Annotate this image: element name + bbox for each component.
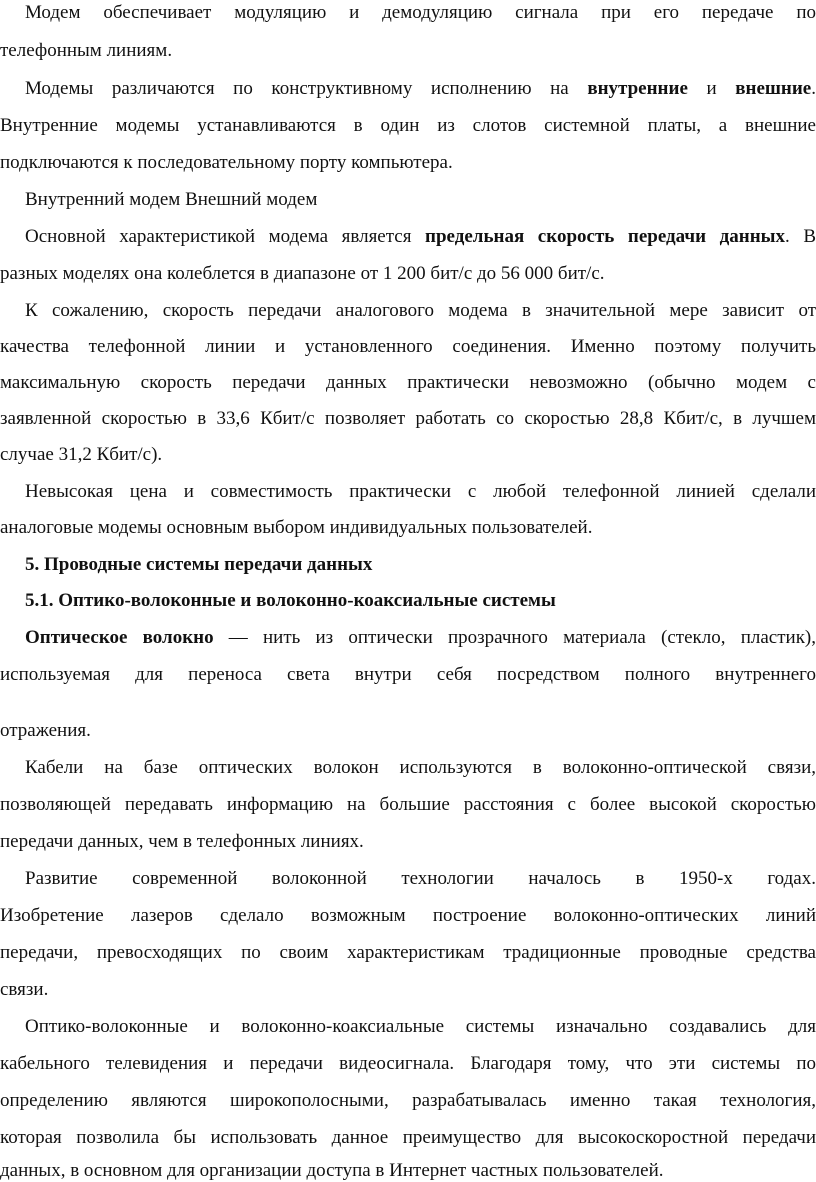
paragraph-line: К сожалению, скорость передачи аналогового модема в значительной мере зависит от xyxy=(25,300,816,321)
subsection-heading: 5.1. Оптико-волоконные и волоконно-коаксиальные системы xyxy=(25,590,556,611)
paragraph-line: данных, в основном для организации доступа в Интернет частных пользователей. xyxy=(0,1160,664,1181)
paragraph-line: Модем обеспечивает модуляцию и демодуляцию сигнала при его передаче по xyxy=(25,2,816,23)
paragraph-line: подключаются к последовательному порту компьютера. xyxy=(0,152,453,173)
paragraph-line: определению являются широкополосными, разрабатывалась именно такая технология, xyxy=(0,1090,816,1111)
paragraph-line: передачи данных, чем в телефонных линиях. xyxy=(0,831,364,852)
paragraph-line: Модемы различаются по конструктивному исполнению на внутренние и внешние. xyxy=(25,78,816,99)
paragraph-line: случае 31,2 Кбит/с). xyxy=(0,444,163,465)
paragraph-line: Кабели на базе оптических волокон используются в волоконно-оптической связи, xyxy=(25,757,816,778)
paragraph-line: разных моделях она колеблется в диапазоне от 1 200 бит/с до 56 000 бит/с. xyxy=(0,263,605,284)
paragraph-line: Основной характеристикой модема является предельная скорость передачи данных. В xyxy=(25,226,816,247)
bold-term: предельная скорость передачи данных xyxy=(425,226,785,247)
paragraph-line: телефонным линиям. xyxy=(0,40,173,61)
paragraph-line: Внутренний модем Внешний модем xyxy=(25,189,318,210)
paragraph-line: позволяющей передавать информацию на большие расстояния с более высокой скоростью xyxy=(0,794,816,815)
bold-term: внешние xyxy=(735,78,812,99)
section-heading: 5. Проводные системы передачи данных xyxy=(25,554,373,575)
paragraph-line: Изобретение лазеров сделало возможным построение волоконно-оптических линий xyxy=(0,905,816,926)
paragraph-line: связи. xyxy=(0,979,49,1000)
paragraph-line: Внутренние модемы устанавливаются в один из слотов системной платы, а внешние xyxy=(0,115,816,136)
paragraph-line: кабельного телевидения и передачи видеосигнала. Благодаря тому, что эти системы по xyxy=(0,1053,816,1074)
paragraph-line: аналоговые модемы основным выбором индивидуальных пользователей. xyxy=(0,517,593,538)
paragraph-line: качества телефонной линии и установленного соединения. Именно поэтому получить xyxy=(0,336,816,357)
paragraph-line: Невысокая цена и совместимость практически с любой телефонной линией сделали xyxy=(25,481,816,502)
paragraph-line: передачи, превосходящих по своим характеристикам традиционные проводные средства xyxy=(0,942,816,963)
bold-term: Оптическое волокно xyxy=(25,627,214,648)
paragraph-line: Оптическое волокно — нить из оптически прозрачного материала (стекло, пластик), xyxy=(25,627,816,648)
paragraph-line: Оптико-волоконные и волоконно-коаксиальные системы изначально создавались для xyxy=(25,1016,816,1037)
paragraph-line: которая позволила бы использовать данное преимущество для высокоскоростной передачи xyxy=(0,1127,816,1148)
paragraph-line: максимальную скорость передачи данных практически невозможно (обычно модем с xyxy=(0,372,816,393)
paragraph-line: Развитие современной волоконной технологии началось в 1950-х годах. xyxy=(25,868,816,889)
paragraph-line: отражения. xyxy=(0,720,91,741)
bold-term: внутренние xyxy=(587,78,688,99)
paragraph-line: заявленной скоростью в 33,6 Кбит/с позволяет работать со скоростью 28,8 Кбит/с, в лучшем xyxy=(0,408,816,429)
paragraph-line: используемая для переноса света внутри себя посредством полного внутреннего xyxy=(0,664,816,685)
